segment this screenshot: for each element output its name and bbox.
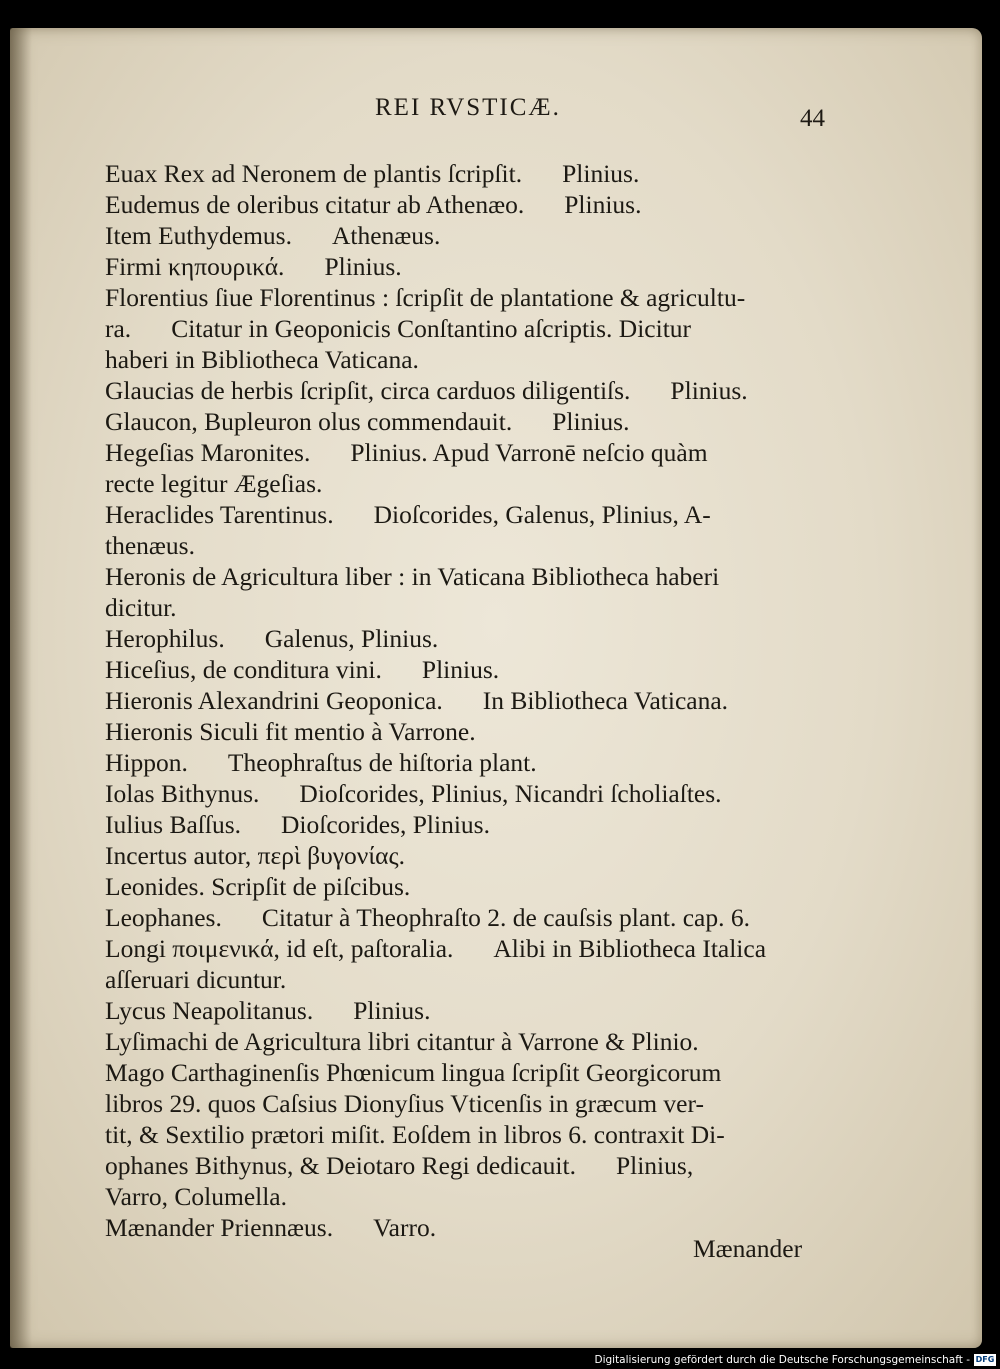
entry-line: Leonides. Scripſit de piſcibus. [105,872,411,901]
page-number: 44 [800,105,825,132]
running-head: REI RVSTICÆ. [375,94,561,121]
entry-line: Hegeſias Maronites. Plinius. Apud Varronē neſcio quàm [105,438,708,467]
index-entry [105,747,845,778]
entry-line: Hieronis Alexandrini Geoponica. In Bibliotheca Vaticana. [105,686,729,715]
entry-line: Iolas Bithynus. Dioſcorides, Plinius, Nicandri ſcholiaſtes. [105,779,722,808]
entry-line: dicitur. [105,593,177,622]
entry-line: Heraclides Tarentinus. Dioſcorides, Galenus, Plinius, A- [105,500,711,529]
entry-line: thenæus. [105,531,195,560]
entry-line: Item Euthydemus. Athenæus. [105,221,441,250]
entry-line: tit, & Sextilio prætori miſit. Eoſdem in libros 6. contraxit Di- [105,1120,725,1149]
index-entry [105,251,845,282]
catchword: Mænander [693,1234,803,1263]
entry-line: Incertus autor, περὶ βυγονίας. [105,841,406,870]
entry-line: Leophanes. Citatur à Theophraſto 2. de cauſsis plant. cap. 6. [105,903,750,932]
book-page [10,28,982,1348]
index-entry [105,933,845,995]
entry-line: Longi ποιμενικά, id eſt, paſtoralia. Alibi in Bibliotheca Italica [105,934,767,963]
index-entry [105,871,845,902]
entry-line: haberi in Bibliotheca Vaticana. [105,345,419,374]
entry-line: Iulius Baſſus. Dioſcorides, Plinius. [105,810,490,839]
index-entry [105,840,845,871]
entry-line: Florentius ſiue Florentinus : ſcripſit de plantatione & agricultu- [105,283,746,312]
index-entry [105,778,845,809]
footer-credit: Digitalisierung gefördert durch die Deutsche Forschungsgemeinschaft - [594,1354,970,1366]
index-entry [105,189,845,251]
entry-line: Firmi κηπουρικά. Plinius. [105,252,402,281]
entry-line: Mago Carthaginenſis Phœnicum lingua ſcripſit Georgicorum [105,1058,722,1087]
entry-line: Mænander Priennæus. Varro. [105,1213,437,1242]
index-entry [105,654,845,685]
entry-line: Hippon. Theophraſtus de hiſtoria plant. [105,748,537,777]
entry-line: Herophilus. Galenus, Plinius. [105,624,439,653]
entry-line: Lyſimachi de Agricultura libri citantur à Varrone & Plinio. [105,1027,699,1056]
entry-line: aſſeruari dicuntur. [105,965,287,994]
entry-line: Glaucias de herbis ſcripſit, circa carduos diligentiſs. Plinius. [105,376,748,405]
index-entry [105,282,845,375]
entry-line: Hiceſius, de conditura vini. Plinius. [105,655,500,684]
index-entry [105,1026,845,1057]
index-entry [105,375,845,406]
index-entry [105,499,845,561]
entry-line: Euax Rex ad Neronem de plantis ſcripſit. Plinius. [105,159,640,188]
entry-line: Lycus Neapolitanus. Plinius. [105,996,431,1025]
index-entry [105,406,845,437]
entry-line: Glaucon, Bupleuron olus commendauit. Plinius. [105,407,630,436]
index-entry [105,809,845,840]
index-entry [105,1057,845,1212]
index-entry [105,561,845,623]
entry-line: ophanes Bithynus, & Deiotaro Regi dedicauit. Plinius, [105,1151,694,1180]
entry-line: Varro, Columella. [105,1182,287,1211]
entry-line: recte legitur Ægeſias. [105,469,323,498]
footer-bar [0,1352,1000,1369]
index-entry [105,995,845,1026]
index-entry [105,716,845,747]
page-gutter-shadow [10,28,32,1348]
entry-line: libros 29. quos Caſsius Dionyſius Vticenſis in græcum ver- [105,1089,704,1118]
index-entry [105,158,845,189]
index-entry [105,623,845,654]
index-entry [105,685,845,716]
index-entry [105,902,845,933]
entry-list [105,158,845,1243]
entry-line: ra. Citatur in Geoponicis Conſtantino aſcriptis. Dicitur [105,314,692,343]
entry-line: Heronis de Agricultura liber : in Vaticana Bibliotheca haberi [105,562,720,591]
entry-line: Hieronis Siculi fit mentio à Varrone. [105,717,476,746]
index-entry [105,437,845,499]
dfg-logo-icon: DFG [975,1355,995,1364]
entry-line: Eudemus de oleribus citatur ab Athenæo. Plinius. [105,190,642,219]
